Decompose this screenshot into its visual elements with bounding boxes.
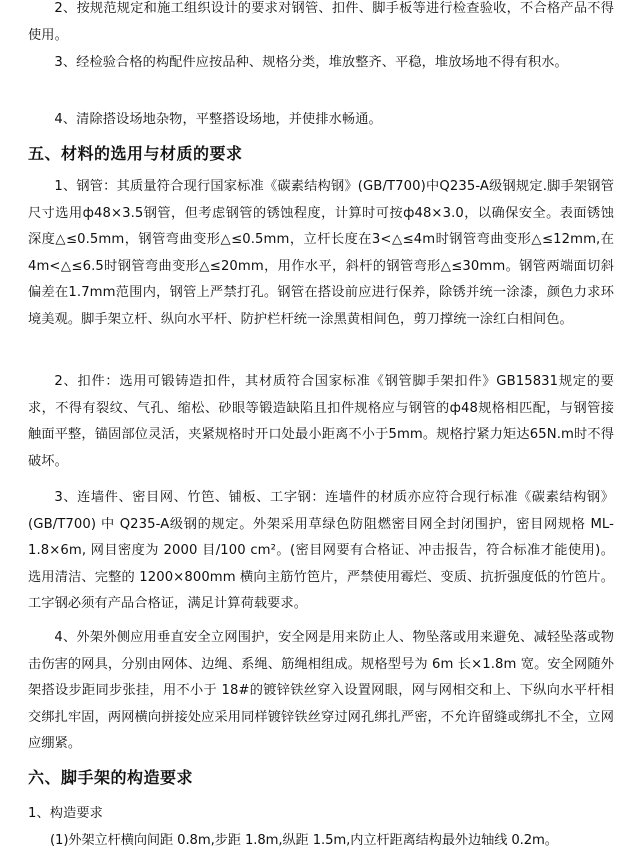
subheading-construction-requirements: 1、构造要求 — [28, 806, 103, 821]
section-heading-construction: 六、脚手架的构造要求 — [28, 768, 194, 787]
paragraph-spacing-rule: (1)外架立杆横向间距 0.8m,步距 1.8m,纵距 1.5m,内立杆距离结构最外边轴线 0.2m。 — [50, 833, 558, 848]
paragraph-fastener: 2、扣件：选用可锻铸造扣件，其材质符合国家标准《钢管脚手架扣件》GB15831规定的要求，不得有裂纹、气孔、缩松、砂眼等锻造缺陷且扣件规格应与钢管的ф48规格相匹配，与钢管接触面平整，锚固部位灵活，夹紧规格时开口处最小距离不小于5mm。规格拧紧力矩达65N.m时不得破坏。 — [28, 374, 614, 469]
paragraph-clearing: 4、清除搭设场地杂物，平整搭设场地，并使排水畅通。 — [54, 112, 382, 127]
paragraph-inspection: 2、按规范规定和施工组织设计的要求对钢管、扣件、脚手板等进行检查验收，不合格产品不得使用。 — [28, 1, 614, 43]
paragraph-wall-ties-net: 3、连墙件、密目网、竹笆、铺板、工字钢：连墙件的材质亦应符合现行标准《碳素结构钢》(GB/T700) 中 Q235-A级钢的规定。外架采用草绿色防阻燃密目网全封闭围护，密目网规格 ML-1.8×6m, 网目密度为 2000 目/100 cm²。(密目网要有合格证、冲击报告，符合标准才能使用)。选用清洁、完整的 1200×800mm 横向主筋竹笆片，严禁使用霉烂、变质、抗折强度低的竹笆片。工字钢必须有产品合格证，满足计算荷载要求。 — [28, 490, 614, 611]
section-heading-materials: 五、材料的选用与材质的要求 — [28, 144, 243, 163]
paragraph-sorting: 3、经检验合格的构配件应按品种、规格分类，堆放整齐、平稳，堆放场地不得有积水。 — [54, 55, 568, 70]
paragraph-safety-net: 4、外架外侧应用垂直安全立网围护，安全网是用来防止人、物坠落或用来避免、减轻坠落或物击伤害的网具，分别由网体、边绳、系绳、筋绳相组成。规格型号为 6m 长×1.8m 宽。安全网随外架搭设步距同步张挂，用不小于 18#的镀锌铁丝穿入设置网眼，网与网相交和上、下纵向水平杆相交绑扎牢固，两网横向拼接处应采用同样镀锌铁丝穿过网孔绑扎严密，不允许留缝或绑扎不全，立网应绷紧。 — [28, 630, 614, 751]
paragraph-steel-pipe: 1、钢管：其质量符合现行国家标准《碳素结构钢》(GB/T700)中Q235-A级钢规定.脚手架钢管尺寸选用ф48×3.5钢管，但考虑钢管的锈蚀程度，计算时可按ф48×3.0，以确保安全。表面锈蚀深度△≤0.5mm，钢管弯曲变形△≤0.5mm，立杆长度在3<△≤4m时钢管弯曲变形△≤12mm,在4m<△≤6.5时钢管弯曲变形△≤20mm，用作水平，斜杆的钢管弯形△≤30mm。钢管两端面切斜偏差在1.7mm范围内，钢管上严禁打孔。钢管在搭设前应进行保养，除锈并统一涂漆，颜色力求环境美观。脚手架立杆、纵向水平杆、防护栏杆统一涂黑黄相间色，剪刀撑统一涂红白相间色。 — [28, 179, 614, 327]
